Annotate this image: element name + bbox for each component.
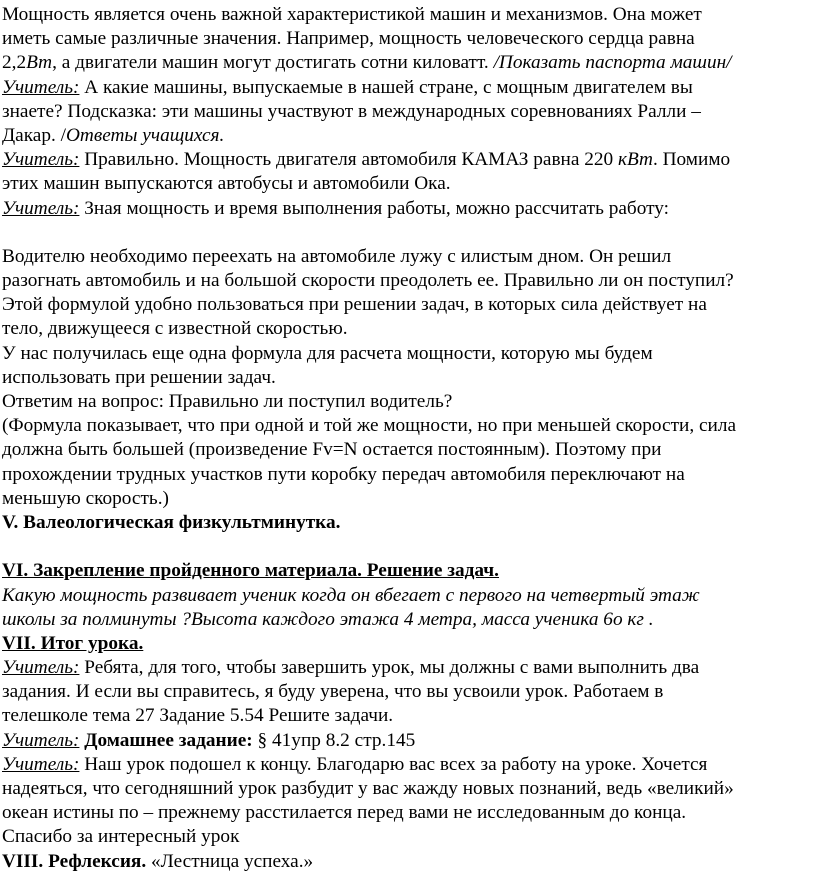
homework-label: Домашнее задание:: [79, 729, 253, 751]
paragraph-line: [2, 801, 816, 825]
text-span: 2,2: [2, 52, 27, 74]
paragraph-line: [2, 463, 816, 487]
text-line: телешколе тема 27 Задание 5.54 Решите задачи.: [2, 705, 394, 727]
stage-direction: Ответы учащихся.: [65, 124, 225, 146]
text-span: Правильно. Мощность двигателя автомобиля КАМАЗ равна 220: [79, 149, 618, 171]
text-line: использовать при решении задач.: [2, 366, 276, 388]
text-span: «Лестница успеха.»: [146, 850, 314, 872]
speaker-label: Учитель:: [2, 729, 80, 751]
blank-line: [2, 535, 816, 559]
speaker-label: Учитель:: [2, 76, 80, 98]
paragraph-line: [2, 3, 816, 27]
paragraph-line: [2, 245, 816, 269]
text-span: . Помимо: [652, 149, 731, 171]
stage-direction: /Показать паспорта машин/: [493, 52, 732, 74]
text-span: Ребята, для того, чтобы завершить урок, мы должны с вами выполнить два: [79, 657, 700, 679]
text-span: Зная мощность и время выполнения работы, можно рассчитать работу:: [79, 197, 670, 219]
text-line: прохождении трудных участков пути коробку передач автомобиля переключают на: [2, 463, 685, 485]
text-line: этих машин выпускаются автобусы и автомобили Ока.: [2, 173, 451, 195]
paragraph-line: [2, 172, 816, 196]
text-line: иметь самые различные значения. Например, мощность человеческого сердца равна: [2, 28, 695, 50]
text-line: Водителю необходимо переехать на автомобиле лужу с илистым дном. Он решил: [2, 245, 672, 267]
paragraph-line: [2, 317, 816, 341]
text-line: Ответим на вопрос: Правильно ли поступил водитель?: [2, 391, 453, 412]
paragraph-line: [2, 390, 816, 414]
text-line: меньшую скорость.): [2, 487, 169, 509]
text-line: Этой формулой удобно пользоваться при решении задач, в которых сила действует на: [2, 294, 707, 316]
section-heading: [2, 632, 816, 656]
text-span: Наш урок подошел к концу. Благодарю вас всех за работу на уроке. Хочется: [79, 753, 708, 775]
heading-text: VII. Итог урока.: [2, 632, 144, 654]
task-text-line: [2, 608, 816, 632]
blank-line: [2, 221, 816, 245]
heading-text: V. Валеологическая физкультминутка.: [2, 511, 341, 533]
paragraph-line: [2, 124, 816, 148]
paragraph-line: [2, 76, 816, 100]
text-span: , а двигатели машин могут достигать сотни киловатт.: [52, 52, 494, 74]
paragraph-line: [2, 656, 816, 680]
speaker-label: Учитель:: [2, 753, 80, 775]
paragraph-line: [2, 704, 816, 728]
section-heading: [2, 511, 816, 535]
text-line: Какую мощность развивает ученик когда он вбегает с первого на четвертый этаж: [2, 584, 700, 606]
heading-text: VIII. Рефлексия.: [2, 850, 147, 872]
section-heading: [2, 559, 816, 583]
text-line: знаете? Подсказка: эти машины участвуют в международных соревнованиях Ралли –: [2, 100, 701, 122]
paragraph-line: [2, 269, 816, 293]
paragraph-line: [2, 293, 816, 317]
heading-text: VI. Закрепление пройденного материала. Решение задач.: [2, 560, 499, 582]
text-line: Мощность является очень важной характеристикой машин и механизмов. Она может: [2, 4, 702, 25]
section-heading: [2, 850, 816, 874]
text-line: тело, движущееся с известной скоростью.: [2, 318, 348, 340]
paragraph-line: [2, 197, 816, 221]
text-line: задания. И если вы справитесь, я буду уверена, что вы усвоили урок. Работаем в: [2, 681, 664, 703]
unit-text: Вт: [26, 52, 53, 74]
text-line: океан истины по – прежнему расстилается перед вами не исследованным до конца.: [2, 802, 687, 824]
paragraph-line: [2, 148, 816, 172]
paragraph-line: [2, 414, 816, 438]
speaker-label: Учитель:: [2, 149, 80, 171]
paragraph-line: [2, 51, 816, 75]
paragraph-line: [2, 753, 816, 777]
text-line: надеяться, что сегодняшний урок разбудит у вас жажду новых познаний, ведь «великий»: [2, 778, 734, 799]
paragraph-line: [2, 729, 816, 753]
text-span: А какие машины, выпускаемые в нашей стране, с мощным двигателем вы: [79, 76, 693, 98]
paragraph-line: [2, 366, 816, 390]
paragraph-line: [2, 825, 816, 849]
paragraph-line: [2, 777, 816, 801]
paragraph-line: [2, 487, 816, 511]
unit-text: кВт: [618, 149, 653, 171]
paragraph-line: [2, 342, 816, 366]
text-line: (Формула показывает, что при одной и той же мощности, но при меньшей скорости, сила: [2, 415, 737, 437]
paragraph-line: [2, 680, 816, 704]
paragraph-line: [2, 438, 816, 462]
paragraph-line: [2, 27, 816, 51]
text-line: Спасибо за интересный урок: [2, 826, 240, 848]
task-text-line: [2, 584, 816, 608]
text-span: Дакар. /: [2, 124, 66, 146]
text-line: разогнать автомобиль и на большой скорости преодолеть ее. Правильно ли он поступил?: [2, 270, 734, 292]
speaker-label: Учитель:: [2, 197, 80, 219]
text-line: У нас получилась еще одна формула для расчета мощности, которую мы будем: [2, 342, 653, 364]
paragraph-line: [2, 100, 816, 124]
text-line: должна быть большей (произведение Fv=N остается постоянным). Поэтому при: [2, 439, 662, 461]
homework-text: § 41упр 8.2 стр.145: [252, 729, 416, 751]
text-line: школы за полминуты ?Высота каждого этажа 4 метра, масса ученика 6о кг .: [2, 608, 654, 630]
speaker-label: Учитель:: [2, 657, 80, 679]
